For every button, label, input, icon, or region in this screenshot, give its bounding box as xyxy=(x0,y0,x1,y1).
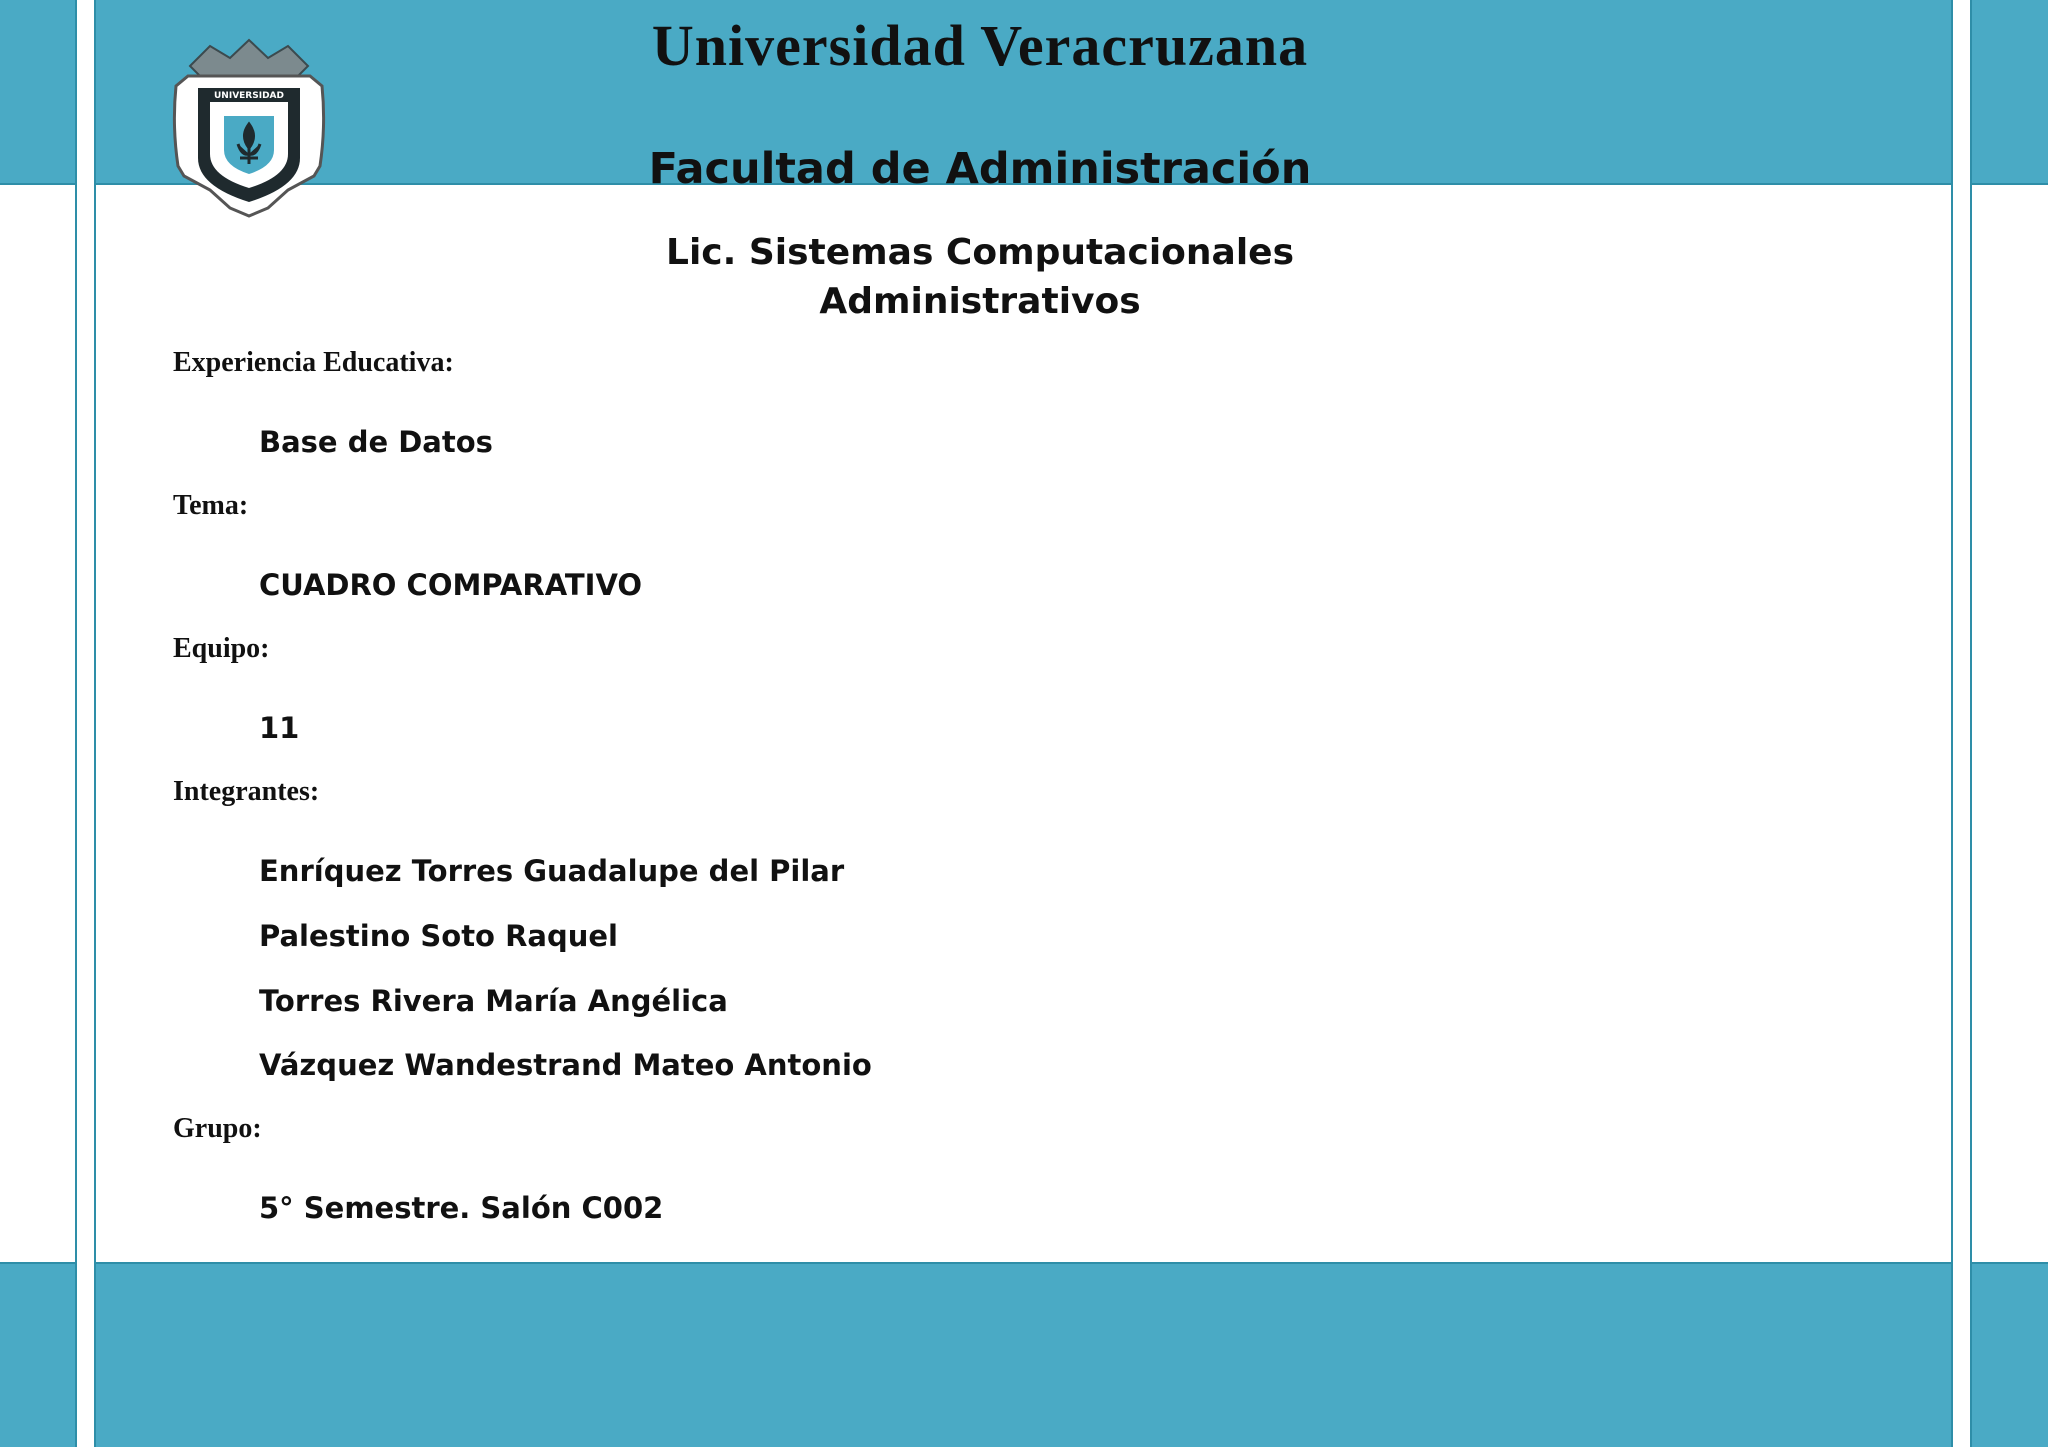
footer-band xyxy=(0,1262,2048,1447)
left-border-line-inner xyxy=(94,0,96,1447)
seal-top-text: UNIVERSIDAD xyxy=(214,91,284,101)
grupo-value: 5° Semestre. Salón C002 xyxy=(259,1191,664,1225)
tema-value: CUADRO COMPARATIVO xyxy=(259,568,643,602)
right-border-line-outer xyxy=(1970,0,1972,1447)
program-name xyxy=(0,228,1960,326)
experiencia-value: Base de Datos xyxy=(259,425,493,459)
university-name: Universidad Veracruzana xyxy=(651,13,1309,78)
program-name-line1: Lic. Sistemas Computacionales xyxy=(666,232,1294,273)
member-3: Torres Rivera María Angélica xyxy=(259,984,728,1018)
left-margin-strip xyxy=(77,0,94,1447)
grupo-label: Grupo: xyxy=(173,1113,262,1144)
right-border-line-inner xyxy=(1951,0,1953,1447)
member-1: Enríquez Torres Guadalupe del Pilar xyxy=(259,854,845,888)
equipo-label: Equipo: xyxy=(173,633,270,664)
program-name-line2: Administrativos xyxy=(819,281,1141,322)
integrantes-label: Integrantes: xyxy=(173,776,320,807)
left-border-line-outer xyxy=(75,0,77,1447)
tema-label: Tema: xyxy=(173,490,249,521)
member-2: Palestino Soto Raquel xyxy=(259,919,618,953)
experiencia-label: Experiencia Educativa: xyxy=(173,347,454,378)
right-margin-strip xyxy=(1953,0,1970,1447)
equipo-value: 11 xyxy=(259,711,300,745)
member-4: Vázquez Wandestrand Mateo Antonio xyxy=(259,1048,872,1082)
faculty-name: Facultad de Administración xyxy=(648,144,1312,194)
